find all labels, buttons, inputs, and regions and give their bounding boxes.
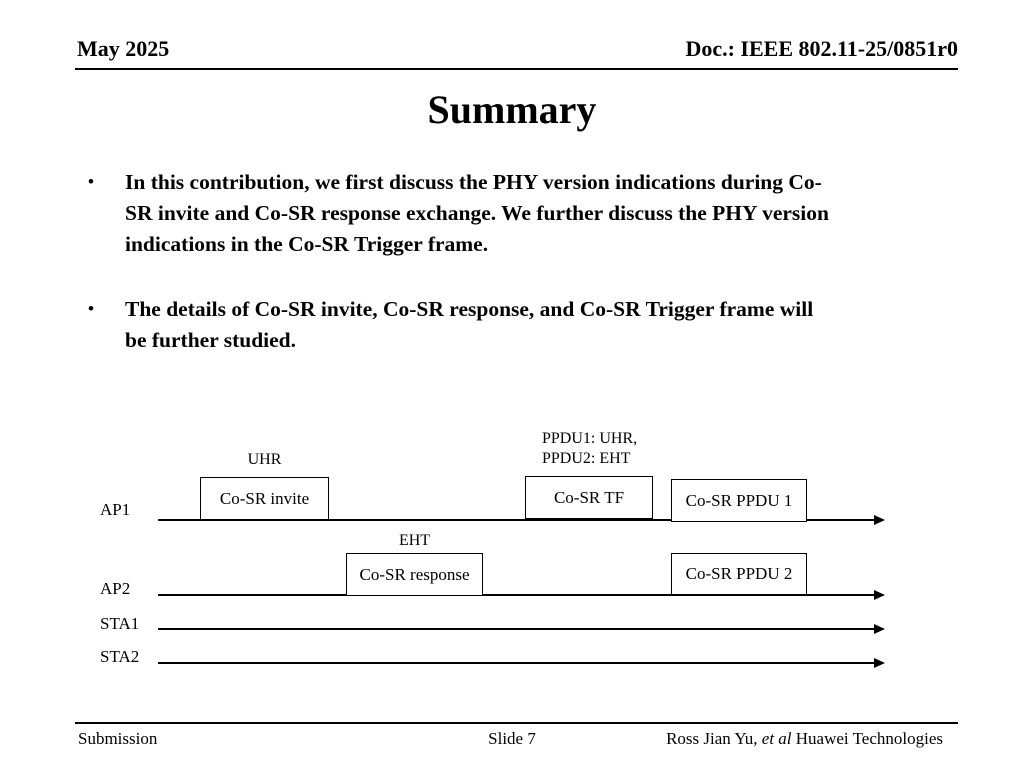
bullet-text-2 [125, 294, 978, 356]
timeline-label-ap1: AP1 [100, 500, 131, 519]
timeline-axis-sta1 [158, 628, 874, 630]
frame-box-cosr-ppdu1: Co-SR PPDU 1 [671, 479, 807, 522]
bullet-text-1 [125, 167, 978, 260]
frame-box-cosr-tf: Co-SR TF [525, 476, 653, 519]
frame-box-cosr-ppdu2: Co-SR PPDU 2 [671, 553, 807, 595]
annotation-ppdu2: PPDU2: EHT [542, 450, 631, 467]
header-divider [75, 68, 958, 70]
footer-divider [75, 722, 958, 724]
footer-author [666, 728, 943, 749]
footer-submission: Submission [78, 729, 158, 748]
bullet-1-line-2: SR invite and Co-SR response exchange. We further discuss the PHY version [125, 201, 829, 225]
footer-author-name: Ross Jian Yu, [666, 729, 762, 748]
annotation-eht: EHT [398, 532, 431, 549]
timeline-label-sta2: STA2 [100, 647, 140, 666]
header-doc-number: Doc.: IEEE 802.11-25/0851r0 [685, 36, 958, 61]
annotation-ppdu1: PPDU1: UHR, [542, 430, 638, 447]
footer-author-company: Huawei Technologies [791, 729, 943, 748]
bullet-2-line-2: be further studied. [125, 328, 297, 352]
footer-author-etal: et al [761, 729, 792, 748]
arrowhead-icon [874, 590, 885, 600]
bullet-2-line-1: The details of Co-SR invite, Co-SR response, and Co-SR Trigger frame will [125, 297, 814, 321]
frame-box-cosr-invite: Co-SR invite [200, 477, 329, 520]
timeline-label-sta1: STA1 [100, 614, 140, 633]
arrowhead-icon [874, 624, 885, 634]
page-title: Summary [427, 87, 597, 132]
bullet-marker: • [88, 299, 94, 318]
bullet-1-line-3: indications in the Co-SR Trigger frame. [125, 232, 489, 256]
annotation-uhr: UHR [247, 451, 282, 468]
bullet-marker: • [88, 172, 94, 191]
bullet-item-1 [88, 167, 978, 260]
footer-slide-number: Slide 7 [488, 729, 536, 748]
arrowhead-icon [874, 515, 885, 525]
header-date: May 2025 [77, 36, 170, 61]
bullet-1-line-1: In this contribution, we first discuss the PHY version indications during Co- [125, 170, 822, 194]
frame-box-cosr-response: Co-SR response [346, 553, 483, 596]
arrowhead-icon [874, 658, 885, 668]
bullet-item-2 [88, 294, 978, 356]
annotation-ppdu-versions [542, 429, 637, 469]
timeline-axis-sta2 [158, 662, 874, 664]
timeline-label-ap2: AP2 [100, 579, 131, 598]
